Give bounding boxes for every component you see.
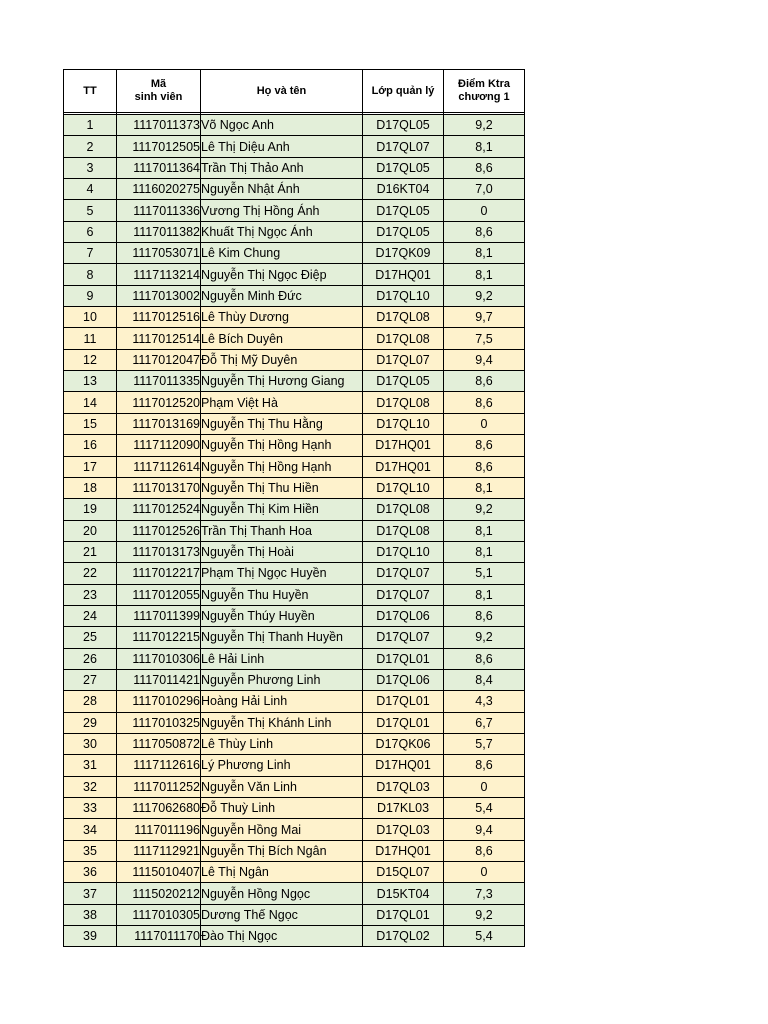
class-code-cell: D17QL07 [363, 627, 444, 648]
student-name-cell: Nguyễn Thị Hồng Hạnh [201, 456, 363, 477]
table-row [64, 456, 525, 477]
student-name-cell: Nguyễn Thị Bích Ngân [201, 840, 363, 861]
row-number-cell: 7 [64, 243, 117, 264]
student-id-cell: 1116020275 [117, 179, 201, 200]
table-row [64, 328, 525, 349]
score-cell: 8,6 [444, 456, 525, 477]
score-cell: 8,1 [444, 584, 525, 605]
student-name-cell: Nguyễn Thị Thu Hằng [201, 413, 363, 434]
student-id-cell: 1117012047 [117, 349, 201, 370]
score-cell: 0 [444, 862, 525, 883]
student-id-cell: 1117011336 [117, 200, 201, 221]
row-number-cell: 1 [64, 115, 117, 136]
row-number-cell: 10 [64, 307, 117, 328]
student-name-cell: Đỗ Thuỳ Linh [201, 798, 363, 819]
score-cell: 8,6 [444, 648, 525, 669]
class-code-cell: D17QL05 [363, 200, 444, 221]
score-cell: 8,6 [444, 840, 525, 861]
header-score-line2: chương 1 [458, 91, 510, 103]
student-name-cell: Phạm Thị Ngọc Huyền [201, 563, 363, 584]
table-row [64, 413, 525, 434]
class-code-cell: D17QL03 [363, 819, 444, 840]
student-name-cell: Nguyễn Thị Thu Hiền [201, 477, 363, 498]
header-tt: TT [64, 70, 117, 113]
student-name-cell: Trần Thị Thảo Anh [201, 157, 363, 178]
row-number-cell: 34 [64, 819, 117, 840]
class-code-cell: D17QL10 [363, 477, 444, 498]
student-id-cell: 1117112616 [117, 755, 201, 776]
row-number-cell: 3 [64, 157, 117, 178]
score-cell: 8,6 [444, 605, 525, 626]
score-cell: 4,3 [444, 691, 525, 712]
student-id-cell: 1117011373 [117, 115, 201, 136]
class-code-cell: D17HQ01 [363, 755, 444, 776]
score-cell: 5,4 [444, 926, 525, 947]
row-number-cell: 18 [64, 477, 117, 498]
student-name-cell: Phạm Việt Hà [201, 392, 363, 413]
score-cell: 0 [444, 200, 525, 221]
class-code-cell: D17QL07 [363, 584, 444, 605]
student-id-cell: 1117013170 [117, 477, 201, 498]
student-name-cell: Lê Thùy Linh [201, 733, 363, 754]
student-name-cell: Khuất Thị Ngọc Ánh [201, 221, 363, 242]
table-row [64, 605, 525, 626]
header-score [444, 70, 525, 113]
table-row [64, 307, 525, 328]
student-id-cell: 1117112614 [117, 456, 201, 477]
student-name-cell: Lê Thùy Dương [201, 307, 363, 328]
row-number-cell: 5 [64, 200, 117, 221]
header-full-name: Họ và tên [201, 70, 363, 113]
student-name-cell: Lê Thị Ngân [201, 862, 363, 883]
student-id-cell: 1117012055 [117, 584, 201, 605]
class-code-cell: D17QK09 [363, 243, 444, 264]
score-cell: 8,6 [444, 435, 525, 456]
class-code-cell: D15KT04 [363, 883, 444, 904]
class-code-cell: D17HQ01 [363, 264, 444, 285]
student-name-cell: Nguyễn Thị Kim Hiền [201, 499, 363, 520]
student-id-cell: 1117062680 [117, 798, 201, 819]
row-number-cell: 25 [64, 627, 117, 648]
class-code-cell: D17QL08 [363, 499, 444, 520]
table-row [64, 755, 525, 776]
student-id-cell: 1117053071 [117, 243, 201, 264]
class-code-cell: D17QL06 [363, 669, 444, 690]
row-number-cell: 32 [64, 776, 117, 797]
student-id-cell: 1117013173 [117, 541, 201, 562]
student-id-cell: 1117113214 [117, 264, 201, 285]
score-cell: 9,2 [444, 285, 525, 306]
table-row [64, 285, 525, 306]
class-code-cell: D17HQ01 [363, 456, 444, 477]
score-cell: 9,2 [444, 115, 525, 136]
class-code-cell: D17QL10 [363, 541, 444, 562]
table-row [64, 819, 525, 840]
score-cell: 9,4 [444, 349, 525, 370]
row-number-cell: 9 [64, 285, 117, 306]
score-cell: 8,1 [444, 136, 525, 157]
row-number-cell: 36 [64, 862, 117, 883]
student-name-cell: Nguyễn Thị Ngọc Điệp [201, 264, 363, 285]
table-row [64, 712, 525, 733]
row-number-cell: 8 [64, 264, 117, 285]
score-cell: 7,3 [444, 883, 525, 904]
student-name-cell: Nguyễn Văn Linh [201, 776, 363, 797]
row-number-cell: 28 [64, 691, 117, 712]
student-name-cell: Nguyễn Thị Hương Giang [201, 371, 363, 392]
student-name-cell: Dương Thế Ngọc [201, 904, 363, 925]
row-number-cell: 33 [64, 798, 117, 819]
class-code-cell: D17HQ01 [363, 435, 444, 456]
row-number-cell: 15 [64, 413, 117, 434]
row-number-cell: 26 [64, 648, 117, 669]
table-row [64, 669, 525, 690]
row-number-cell: 39 [64, 926, 117, 947]
student-name-cell: Nguyễn Thị Khánh Linh [201, 712, 363, 733]
student-id-cell: 1115020212 [117, 883, 201, 904]
student-name-cell: Nguyễn Thu Huyền [201, 584, 363, 605]
student-id-cell: 1117011335 [117, 371, 201, 392]
class-code-cell: D17QK06 [363, 733, 444, 754]
student-id-cell: 1117011364 [117, 157, 201, 178]
student-name-cell: Trần Thị Thanh Hoa [201, 520, 363, 541]
table-row [64, 691, 525, 712]
class-code-cell: D17QL10 [363, 285, 444, 306]
score-cell: 9,2 [444, 904, 525, 925]
table-row [64, 840, 525, 861]
class-code-cell: D17HQ01 [363, 840, 444, 861]
table-row [64, 798, 525, 819]
class-code-cell: D17QL03 [363, 776, 444, 797]
class-code-cell: D17QL01 [363, 648, 444, 669]
row-number-cell: 30 [64, 733, 117, 754]
student-id-cell: 1117010306 [117, 648, 201, 669]
table-row [64, 392, 525, 413]
row-number-cell: 20 [64, 520, 117, 541]
class-code-cell: D17QL01 [363, 712, 444, 733]
student-name-cell: Vương Thị Hồng Ánh [201, 200, 363, 221]
student-name-cell: Nguyễn Thị Thanh Huyền [201, 627, 363, 648]
score-cell: 8,1 [444, 243, 525, 264]
score-cell: 9,7 [444, 307, 525, 328]
student-name-cell: Lê Kim Chung [201, 243, 363, 264]
table-body [64, 113, 525, 947]
student-id-cell: 1117012217 [117, 563, 201, 584]
student-name-cell: Lý Phương Linh [201, 755, 363, 776]
score-cell: 0 [444, 776, 525, 797]
student-name-cell: Đào Thị Ngọc [201, 926, 363, 947]
row-number-cell: 37 [64, 883, 117, 904]
student-name-cell: Lê Bích Duyên [201, 328, 363, 349]
table-row [64, 627, 525, 648]
table-row [64, 499, 525, 520]
table-row [64, 904, 525, 925]
student-name-cell: Hoàng Hải Linh [201, 691, 363, 712]
score-cell: 0 [444, 413, 525, 434]
table-row [64, 371, 525, 392]
table-row [64, 563, 525, 584]
student-id-cell: 1117050872 [117, 733, 201, 754]
class-code-cell: D17QL08 [363, 520, 444, 541]
table-row [64, 200, 525, 221]
table-row [64, 136, 525, 157]
row-number-cell: 12 [64, 349, 117, 370]
student-id-cell: 1117011170 [117, 926, 201, 947]
score-cell: 7,5 [444, 328, 525, 349]
row-number-cell: 6 [64, 221, 117, 242]
student-id-cell: 1117112921 [117, 840, 201, 861]
class-code-cell: D17QL01 [363, 904, 444, 925]
table-row [64, 733, 525, 754]
table-row [64, 221, 525, 242]
score-cell: 8,6 [444, 157, 525, 178]
class-code-cell: D17QL08 [363, 392, 444, 413]
row-number-cell: 11 [64, 328, 117, 349]
row-number-cell: 24 [64, 605, 117, 626]
class-code-cell: D17QL08 [363, 307, 444, 328]
student-id-cell: 1117011382 [117, 221, 201, 242]
score-cell: 9,2 [444, 499, 525, 520]
score-cell: 5,4 [444, 798, 525, 819]
table-row [64, 349, 525, 370]
table-row [64, 926, 525, 947]
row-number-cell: 17 [64, 456, 117, 477]
table-row [64, 157, 525, 178]
class-code-cell: D17QL05 [363, 221, 444, 242]
header-student-id-line2: sinh viên [134, 91, 183, 103]
row-number-cell: 14 [64, 392, 117, 413]
table-row [64, 648, 525, 669]
score-cell: 7,0 [444, 179, 525, 200]
row-number-cell: 13 [64, 371, 117, 392]
student-id-cell: 1117010305 [117, 904, 201, 925]
row-number-cell: 21 [64, 541, 117, 562]
student-name-cell: Nguyễn Thị Hồng Hạnh [201, 435, 363, 456]
student-id-cell: 1117013169 [117, 413, 201, 434]
row-number-cell: 19 [64, 499, 117, 520]
student-id-cell: 1117012520 [117, 392, 201, 413]
table-row [64, 243, 525, 264]
student-name-cell: Lê Thị Diệu Anh [201, 136, 363, 157]
student-id-cell: 1117011252 [117, 776, 201, 797]
student-id-cell: 1117013002 [117, 285, 201, 306]
class-code-cell: D15QL07 [363, 862, 444, 883]
table-row [64, 179, 525, 200]
table-row [64, 862, 525, 883]
row-number-cell: 35 [64, 840, 117, 861]
student-id-cell: 1117012516 [117, 307, 201, 328]
class-code-cell: D16KT04 [363, 179, 444, 200]
score-cell: 8,1 [444, 477, 525, 498]
score-cell: 8,6 [444, 755, 525, 776]
student-name-cell: Nguyễn Phương Linh [201, 669, 363, 690]
score-cell: 6,7 [444, 712, 525, 733]
class-code-cell: D17QL07 [363, 563, 444, 584]
class-code-cell: D17QL05 [363, 115, 444, 136]
student-name-cell: Võ Ngọc Anh [201, 115, 363, 136]
row-number-cell: 31 [64, 755, 117, 776]
row-number-cell: 16 [64, 435, 117, 456]
class-code-cell: D17QL07 [363, 349, 444, 370]
row-number-cell: 2 [64, 136, 117, 157]
student-id-cell: 1117011421 [117, 669, 201, 690]
student-id-cell: 1115010407 [117, 862, 201, 883]
student-id-cell: 1117011399 [117, 605, 201, 626]
table-row [64, 477, 525, 498]
table-row [64, 115, 525, 136]
class-code-cell: D17QL05 [363, 371, 444, 392]
student-name-cell: Nguyễn Thị Hoài [201, 541, 363, 562]
student-name-cell: Nguyễn Minh Đức [201, 285, 363, 306]
score-cell: 9,4 [444, 819, 525, 840]
class-code-cell: D17QL02 [363, 926, 444, 947]
table-row [64, 883, 525, 904]
table-row [64, 520, 525, 541]
table-row [64, 435, 525, 456]
class-code-cell: D17QL01 [363, 691, 444, 712]
class-code-cell: D17QL05 [363, 157, 444, 178]
header-score-line1: Điểm Ktra [458, 78, 510, 90]
student-id-cell: 1117012215 [117, 627, 201, 648]
score-cell: 8,6 [444, 371, 525, 392]
score-cell: 5,1 [444, 563, 525, 584]
score-cell: 8,4 [444, 669, 525, 690]
student-id-cell: 1117012505 [117, 136, 201, 157]
score-cell: 5,7 [444, 733, 525, 754]
table-row [64, 541, 525, 562]
student-name-cell: Lê Hải Linh [201, 648, 363, 669]
score-cell: 9,2 [444, 627, 525, 648]
class-code-cell: D17QL07 [363, 136, 444, 157]
student-id-cell: 1117011196 [117, 819, 201, 840]
student-id-cell: 1117112090 [117, 435, 201, 456]
score-cell: 8,1 [444, 520, 525, 541]
header-class: Lớp quản lý [363, 70, 444, 113]
header-student-id-line1: Mã [150, 78, 167, 90]
student-id-cell: 1117010296 [117, 691, 201, 712]
table-row [64, 584, 525, 605]
row-number-cell: 23 [64, 584, 117, 605]
student-id-cell: 1117012524 [117, 499, 201, 520]
student-id-cell: 1117012526 [117, 520, 201, 541]
header-student-id [117, 70, 201, 113]
student-name-cell: Nguyễn Nhật Ánh [201, 179, 363, 200]
score-cell: 8,6 [444, 392, 525, 413]
student-name-cell: Đỗ Thị Mỹ Duyên [201, 349, 363, 370]
row-number-cell: 29 [64, 712, 117, 733]
table-row [64, 776, 525, 797]
student-name-cell: Nguyễn Thúy Huyền [201, 605, 363, 626]
student-name-cell: Nguyễn Hồng Ngọc [201, 883, 363, 904]
student-id-cell: 1117010325 [117, 712, 201, 733]
student-id-cell: 1117012514 [117, 328, 201, 349]
student-grades-table [63, 69, 525, 947]
score-cell: 8,1 [444, 541, 525, 562]
score-cell: 8,1 [444, 264, 525, 285]
class-code-cell: D17QL06 [363, 605, 444, 626]
score-cell: 8,6 [444, 221, 525, 242]
row-number-cell: 4 [64, 179, 117, 200]
table-row [64, 264, 525, 285]
student-name-cell: Nguyễn Hồng Mai [201, 819, 363, 840]
row-number-cell: 38 [64, 904, 117, 925]
class-code-cell: D17KL03 [363, 798, 444, 819]
class-code-cell: D17QL08 [363, 328, 444, 349]
class-code-cell: D17QL10 [363, 413, 444, 434]
row-number-cell: 22 [64, 563, 117, 584]
row-number-cell: 27 [64, 669, 117, 690]
header-row [64, 70, 525, 113]
